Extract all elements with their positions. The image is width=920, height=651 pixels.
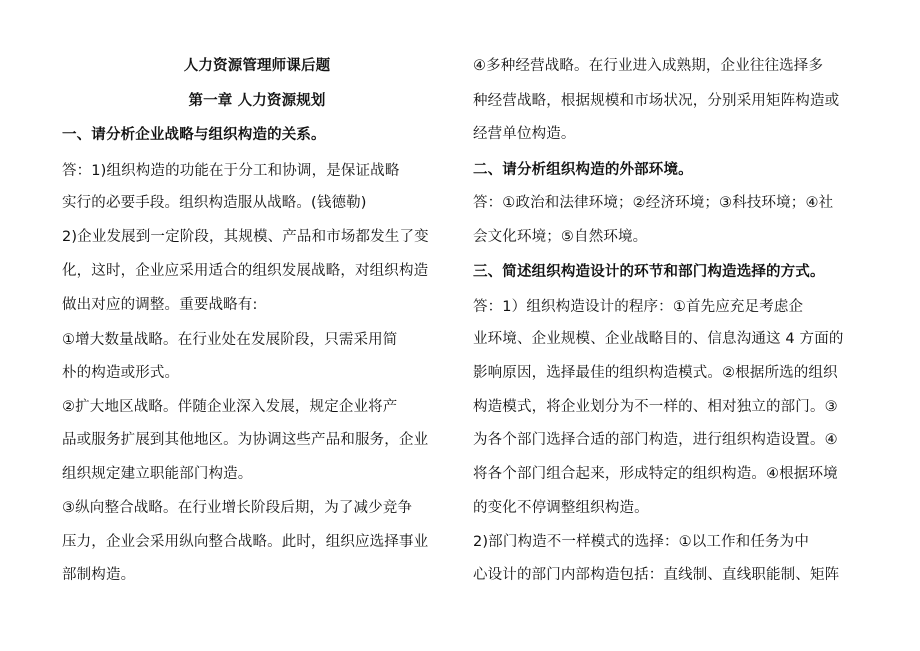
- paragraph-line: 答：1)组织构造的功能在于分工和协调，是保证战略: [62, 163, 400, 179]
- paragraph-line: 心设计的部门内部构造包括：直线制、直线职能制、矩阵: [473, 567, 840, 583]
- paragraph-line: 为各个部门选择合适的部门构造，进行组织构造设置。④: [473, 432, 838, 448]
- paragraph-line: 组织规定建立职能部门构造。: [62, 466, 253, 482]
- paragraph-line: 2)企业发展到一定阶段，其规模、产品和市场都发生了变: [62, 229, 429, 245]
- paragraph-line: 实行的必要手段。组织构造服从战略。(钱德勒): [62, 195, 367, 211]
- chapter-heading: 第一章 人力资源规划: [188, 93, 326, 109]
- paragraph-line: 影响原因，选择最佳的组织构造模式。②根据所选的组织: [473, 365, 838, 381]
- paragraph-line: 化，这时，企业应采用适合的组织发展战略，对组织构造: [62, 263, 429, 279]
- section-heading: 一、请分析企业战略与组织构造的关系。: [62, 127, 326, 143]
- paragraph-line: 答：1）组织构造设计的程序：①首先应充足考虑企: [473, 299, 804, 315]
- paragraph-line: 经营单位构造。: [473, 126, 576, 142]
- document-title: 人力资源管理师课后题: [183, 58, 331, 74]
- paragraph-line: 品或服务扩展到其他地区。为协调这些产品和服务，企业: [62, 432, 429, 448]
- paragraph-line: 种经营战略，根据规模和市场状况，分别采用矩阵构造或: [473, 93, 840, 109]
- paragraph-line: 做出对应的调整。重要战略有:: [62, 297, 258, 313]
- section-heading: 三、简述组织构造设计的环节和部门构造选择的方式。: [473, 264, 825, 280]
- paragraph-line: 的变化不停调整组织构造。: [473, 500, 649, 516]
- paragraph-line: 构造模式，将企业划分为不一样的、相对独立的部门。③: [473, 399, 838, 415]
- paragraph-line: 部制构造。: [62, 567, 136, 583]
- paragraph-line: 会文化环境；⑤自然环境。: [473, 229, 648, 245]
- section-heading: 二、请分析组织构造的外部环境。: [473, 162, 693, 178]
- paragraph-line: 业环境、企业规模、企业战略目的、信息沟通这 4 方面的: [473, 331, 844, 347]
- paragraph-line: ④多种经营战略。在行业进入成熟期，企业往往选择多: [473, 58, 824, 74]
- paragraph-line: 2)部门构造不一样模式的选择：①以工作和任务为中: [473, 534, 809, 550]
- paragraph-line: ①增大数量战略。在行业处在发展阶段，只需采用简: [62, 332, 398, 348]
- paragraph-line: 将各个部门组合起来，形成特定的组织构造。④根据环境: [473, 466, 838, 482]
- paragraph-line: 压力，企业会采用纵向整合战略。此时，组织应选择事业: [62, 534, 429, 550]
- paragraph-line: ③纵向整合战略。在行业增长阶段后期，为了减少竞争: [62, 500, 413, 516]
- paragraph-line: ②扩大地区战略。伴随企业深入发展，规定企业将产: [62, 399, 398, 415]
- paragraph-line: 答：①政治和法律环境；②经济环境；③科技环境；④社: [473, 195, 834, 211]
- paragraph-line: 朴的构造或形式。: [62, 365, 180, 381]
